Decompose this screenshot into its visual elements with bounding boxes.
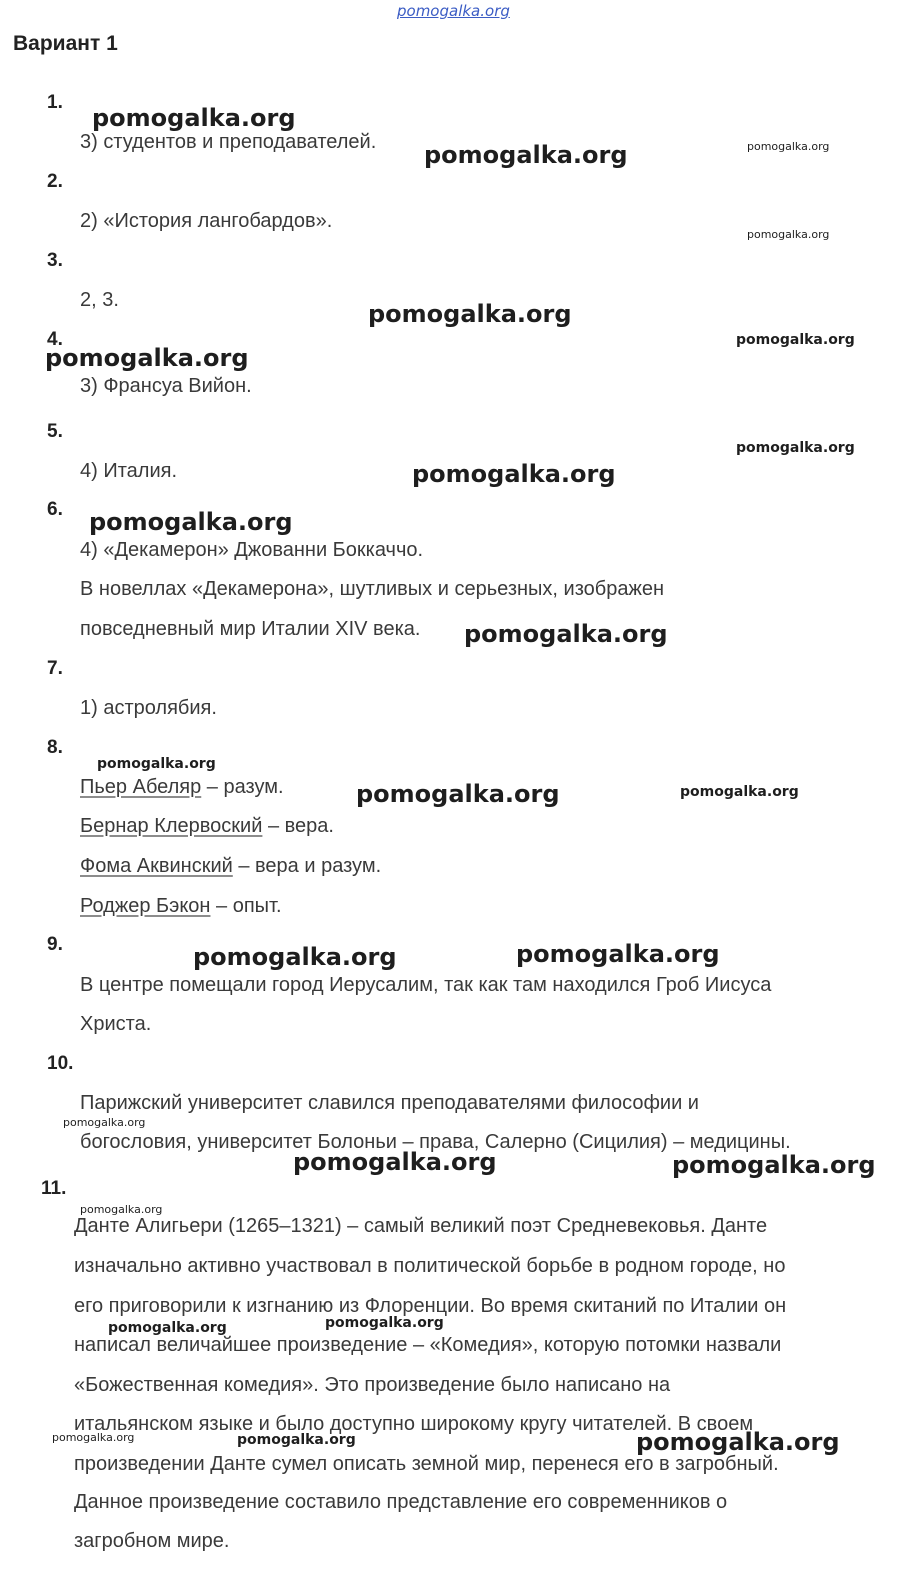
answer-text: Данное произведение составило представление его современников о [74, 1491, 728, 1513]
answer-text: изначально активно участвовал в политической борьбе в родном городе, но [74, 1255, 786, 1277]
watermark: pomogalka.org [672, 1151, 876, 1179]
watermark: pomogalka.org [736, 332, 855, 348]
answer-text: 1) астролябия. [80, 697, 217, 719]
answer-text: его приговорили к изгнанию из Флоренции. Во время скитаний по Италии он [74, 1295, 787, 1317]
matching-row [80, 855, 381, 878]
philosopher-name: Фома Аквинский [80, 855, 233, 877]
watermark: pomogalka.org [356, 780, 560, 808]
answer-text: Христа. [80, 1013, 152, 1035]
answer-text: загробном мире. [74, 1530, 230, 1552]
answer-text: 4) Италия. [80, 460, 178, 482]
answer-text: итальянском языке и было доступно широкому кругу читателей. В своем [74, 1413, 754, 1435]
answer-text: Данте Алигьери (1265–1321) – самый великий поэт Средневековья. Данте [74, 1215, 768, 1237]
watermark: pomogalka.org [747, 140, 830, 153]
philosopher-name: Роджер Бэкон [80, 895, 211, 917]
question-number: 11. [41, 1178, 67, 1199]
answer-text: богословия, университет Болоньи – права, Салерно (Сицилия) – медицины. [80, 1131, 791, 1153]
answer-text: 4) «Декамерон» Джованни Боккаччо. [80, 539, 424, 561]
answer-text: «Божественная комедия». Это произведение было написано на [74, 1374, 671, 1396]
question-number: 8. [47, 737, 63, 758]
answer-text: Парижский университет славился преподавателями философии и [80, 1092, 699, 1114]
matching-row [80, 776, 284, 799]
watermark: pomogalka.org [52, 1431, 135, 1444]
watermark: pomogalka.org [412, 460, 616, 488]
philosopher-name: Пьер Абеляр [80, 776, 202, 798]
answer-text: повседневный мир Италии XIV века. [80, 618, 421, 640]
watermark: pomogalka.org [424, 141, 628, 169]
question-number: 7. [47, 658, 63, 679]
matching-row [80, 815, 334, 838]
watermark: pomogalka.org [63, 1116, 146, 1129]
question-number: 3. [47, 250, 63, 271]
watermark: pomogalka.org [108, 1320, 227, 1336]
question-number: 9. [47, 934, 63, 955]
answer-text: 3) Франсуа Вийон. [80, 375, 252, 397]
philosopher-basis: – опыт. [210, 895, 282, 917]
matching-row [80, 895, 282, 918]
watermark: pomogalka.org [92, 104, 296, 132]
watermark: pomogalka.org [368, 300, 572, 328]
watermark: pomogalka.org [636, 1428, 840, 1456]
watermark: pomogalka.org [45, 344, 249, 372]
question-number: 4. [47, 329, 63, 350]
question-number: 1. [47, 92, 63, 113]
question-number: 6. [47, 499, 63, 520]
watermark: pomogalka.org [237, 1432, 356, 1448]
watermark: pomogalka.org [325, 1315, 444, 1331]
watermark: pomogalka.org [97, 756, 216, 772]
watermark: pomogalka.org [89, 508, 293, 536]
answer-text: написал величайшее произведение – «Комедия», которую потомки назвали [74, 1334, 782, 1356]
watermark: pomogalka.org [80, 1203, 163, 1216]
answer-text: 3) студентов и преподавателей. [80, 131, 377, 153]
watermark: pomogalka.org [747, 228, 830, 241]
watermark: pomogalka.org [293, 1148, 497, 1176]
page-title: Вариант 1 [13, 32, 118, 55]
question-number: 2. [47, 171, 63, 192]
philosopher-basis: – разум. [201, 776, 284, 798]
answer-text: В центре помещали город Иерусалим, так как там находился Гроб Иисуса [80, 974, 772, 996]
watermark: pomogalka.org [736, 440, 855, 456]
top-watermark-link[interactable]: pomogalka.org [397, 2, 510, 20]
answer-text: 2) «История лангобардов». [80, 210, 333, 232]
watermark: pomogalka.org [516, 940, 720, 968]
watermark: pomogalka.org [464, 620, 668, 648]
watermark: pomogalka.org [193, 943, 397, 971]
answer-text: произведении Данте сумел описать земной мир, перенеся его в загробный. [74, 1453, 779, 1475]
philosopher-name: Бернар Клервоский [80, 815, 263, 837]
question-number: 5. [47, 421, 63, 442]
watermark: pomogalka.org [680, 784, 799, 800]
answer-text: В новеллах «Декамерона», шутливых и серьезных, изображен [80, 578, 665, 600]
philosopher-basis: – вера и разум. [232, 855, 382, 877]
philosopher-basis: – вера. [262, 815, 334, 837]
question-number: 10. [47, 1053, 74, 1074]
answer-text: 2, 3. [80, 289, 119, 311]
